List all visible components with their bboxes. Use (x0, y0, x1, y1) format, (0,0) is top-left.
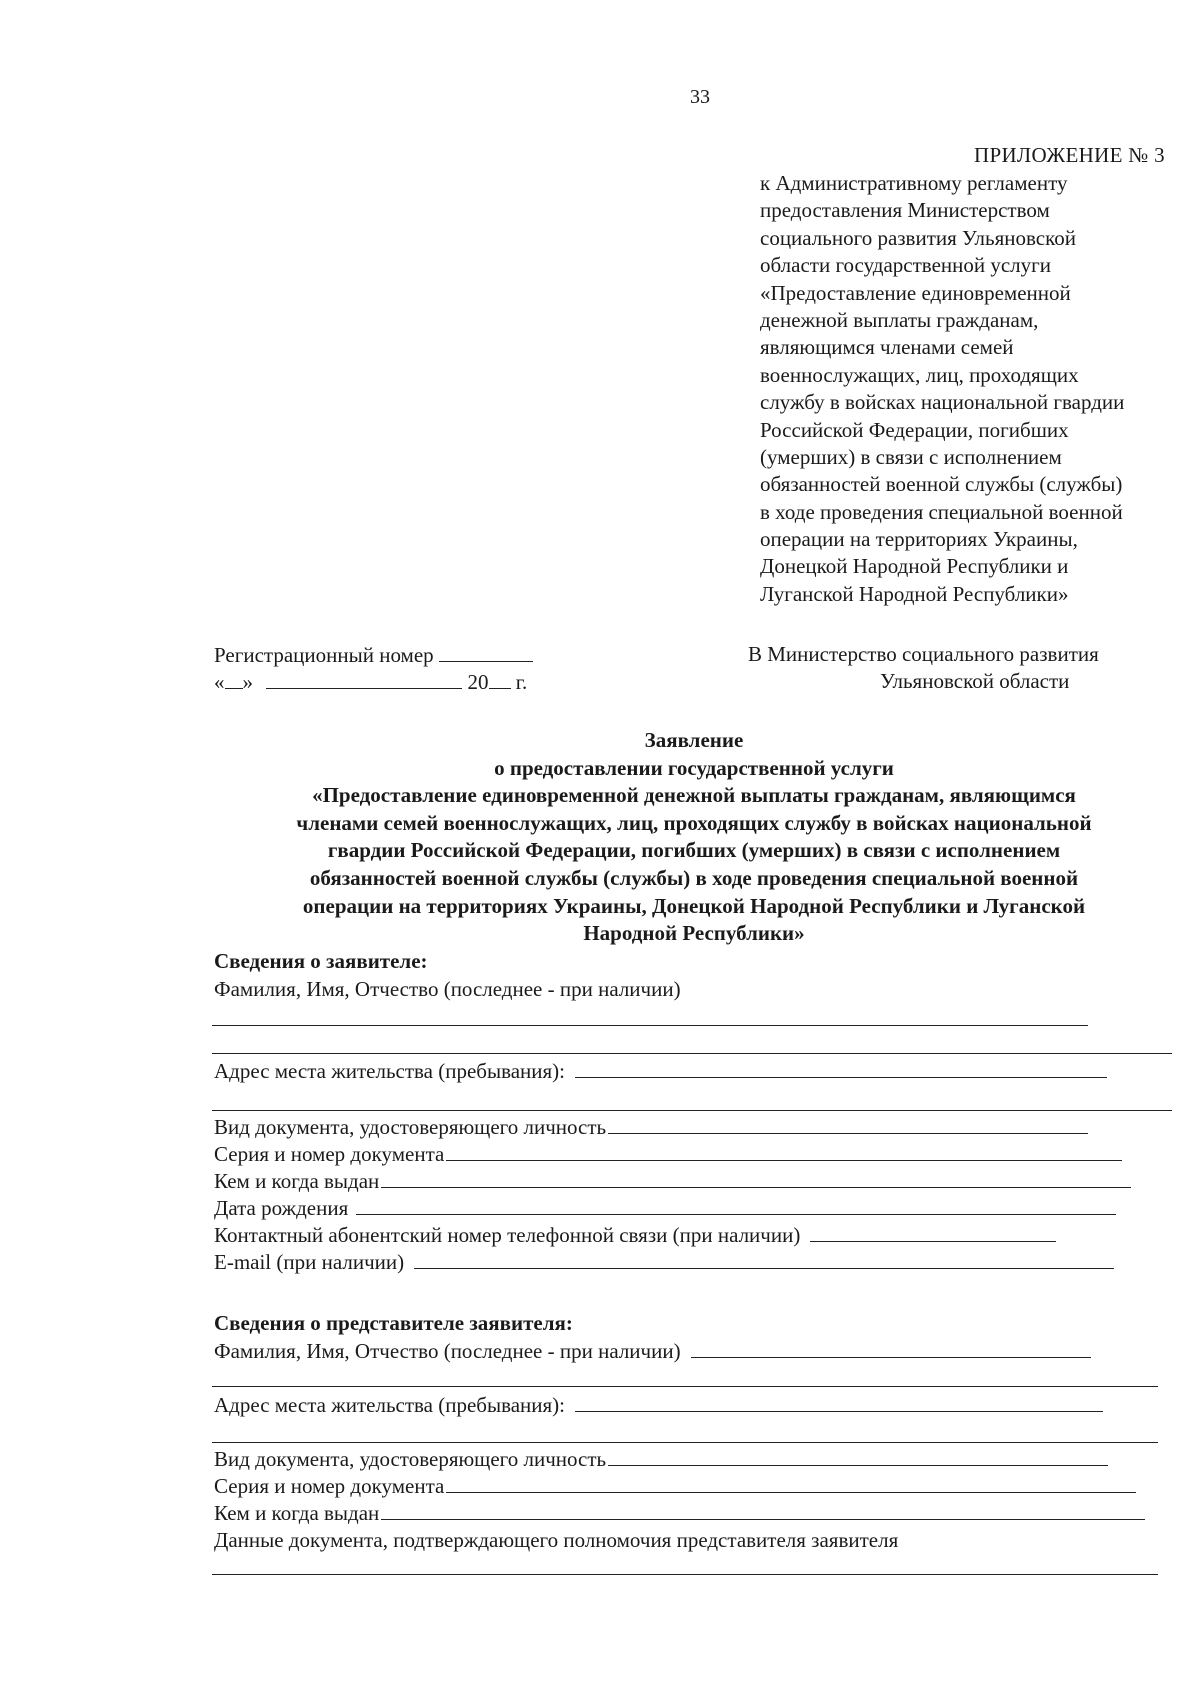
registration-date-row (214, 668, 533, 695)
heading-line: гвардии Российской Федерации, погибших (умерших) в связи с исполнением (327, 838, 1061, 863)
applicant-phone-label: Контактный абонентский номер телефонной связи (при наличии) (214, 1223, 801, 1247)
addressee-line-2: Ульяновской области (880, 669, 1070, 693)
representative-issued-field[interactable] (381, 1501, 1145, 1520)
representative-address-row (214, 1392, 1103, 1419)
representative-address-field[interactable] (575, 1393, 1103, 1412)
applicant-id-doc-label: Вид документа, удостоверяющего личность (214, 1115, 607, 1139)
representative-series-field[interactable] (446, 1474, 1136, 1493)
representative-id-doc-label: Вид документа, удостоверяющего личность (214, 1447, 607, 1471)
year-prefix: 20 (467, 670, 489, 694)
appendix-line: обязанностей военной службы (службы) (760, 472, 1123, 497)
appendix-line: Российской Федерации, погибших (760, 417, 1069, 442)
applicant-phone-row (214, 1222, 1056, 1249)
applicant-series-label: Серия и номер документа (214, 1142, 445, 1166)
appendix-line: социального развития Ульяновской (760, 225, 1076, 250)
representative-id-doc-row (214, 1446, 1108, 1473)
heading-line: членами семей военнослужащих, лиц, проходящих службу в войсках национальной (296, 810, 1092, 835)
representative-issued-row (214, 1500, 1145, 1527)
date-open-quote: « (214, 670, 225, 694)
applicant-series-row (214, 1141, 1122, 1168)
applicant-email-label: E-mail (при наличии) (214, 1250, 405, 1274)
applicant-email-field[interactable] (414, 1250, 1114, 1269)
registration-number-row (214, 641, 533, 668)
appendix-line: (умерших) в связи с исполнением (760, 444, 1062, 469)
appendix-line: к Административному регламенту (760, 171, 1068, 195)
registration-number-field[interactable] (439, 641, 533, 662)
representative-section-title: Сведения о представителе заявителя: (214, 1311, 573, 1335)
date-close-quote: » (242, 670, 253, 694)
appendix-line: Луганской Народной Республики» (760, 581, 1069, 606)
addressee-line-1: В Министерство социального развития (748, 642, 1099, 666)
page-number: 33 (690, 86, 710, 108)
representative-address-line-2[interactable] (212, 1442, 1158, 1443)
representative-series-row (214, 1473, 1136, 1500)
heading-line: Народной Республики» (583, 921, 805, 946)
heading-line: «Предоставление единовременной денежной выплаты гражданам, являющимся (312, 783, 1076, 808)
applicant-address-label: Адрес места жительства (пребывания): (214, 1059, 566, 1083)
appendix-line: службу в войсках национальной гвардии (760, 390, 1125, 415)
applicant-series-field[interactable] (446, 1142, 1122, 1161)
applicant-issued-label: Кем и когда выдан (214, 1169, 380, 1193)
appendix-line: «Предоставление единовременной (760, 280, 1071, 305)
representative-full-name-line-2[interactable] (212, 1386, 1158, 1387)
representative-address-label: Адрес места жительства (пребывания): (214, 1393, 566, 1417)
applicant-full-name-label: Фамилия, Имя, Отчество (последнее - при наличии) (214, 977, 681, 1001)
addressee-block (748, 641, 1099, 695)
applicant-issued-field[interactable] (381, 1169, 1131, 1188)
registration-number-label: Регистрационный номер (214, 643, 434, 667)
representative-full-name-label: Фамилия, Имя, Отчество (последнее - при наличии) (214, 1339, 681, 1363)
appendix-line: области государственной услуги (760, 253, 1052, 278)
appendix-line: операции на территориях Украины, (760, 527, 1078, 552)
representative-authority-label: Данные документа, подтверждающего полномочия представителя заявителя (214, 1528, 899, 1552)
representative-id-doc-field[interactable] (608, 1447, 1108, 1466)
appendix-line: военнослужащих, лиц, проходящих (760, 362, 1079, 387)
representative-full-name-row (214, 1338, 1091, 1365)
applicant-address-field[interactable] (575, 1059, 1107, 1078)
applicant-address-line-2[interactable] (212, 1110, 1172, 1111)
registration-year-field[interactable] (489, 668, 511, 689)
applicant-address-row (214, 1058, 1107, 1085)
heading-line: обязанностей военной службы (службы) в ходе проведения специальной военной (309, 865, 1079, 890)
representative-series-label: Серия и номер документа (214, 1474, 445, 1498)
appendix-line: денежной выплаты гражданам, (760, 307, 1039, 332)
year-suffix: г. (515, 670, 528, 694)
applicant-birth-field[interactable] (356, 1196, 1116, 1215)
appendix-line: предоставления Министерством (760, 198, 1050, 223)
application-heading (214, 727, 1174, 948)
applicant-section-title: Сведения о заявителе: (214, 949, 428, 973)
applicant-id-doc-field[interactable] (608, 1115, 1088, 1134)
applicant-phone-field[interactable] (810, 1223, 1056, 1242)
applicant-full-name-line-2[interactable] (212, 1053, 1172, 1054)
appendix-line: Донецкой Народной Республики и (760, 554, 1069, 579)
appendix-title: ПРИЛОЖЕНИЕ № 3 (974, 143, 1165, 167)
applicant-birth-row (214, 1195, 1116, 1222)
heading-line: Заявление (644, 728, 744, 752)
applicant-id-doc-row (214, 1114, 1088, 1141)
heading-line: операции на территориях Украины, Донецкой Народной Республики и Луганской (302, 893, 1086, 918)
registration-block (214, 641, 533, 695)
applicant-birth-label: Дата рождения (214, 1196, 349, 1220)
appendix-text (760, 170, 1200, 608)
appendix-line: являющимся членами семей (760, 335, 1014, 360)
registration-day-field[interactable] (225, 668, 243, 689)
heading-line: о предоставлении государственной услуги (494, 755, 894, 780)
representative-issued-label: Кем и когда выдан (214, 1501, 380, 1525)
representative-authority-line[interactable] (212, 1574, 1158, 1575)
applicant-issued-row (214, 1168, 1131, 1195)
appendix-line: в ходе проведения специальной военной (760, 499, 1123, 524)
applicant-full-name-line-1[interactable] (212, 1025, 1088, 1026)
applicant-email-row (214, 1249, 1114, 1276)
registration-month-field[interactable] (266, 668, 462, 689)
representative-full-name-field[interactable] (691, 1339, 1091, 1358)
